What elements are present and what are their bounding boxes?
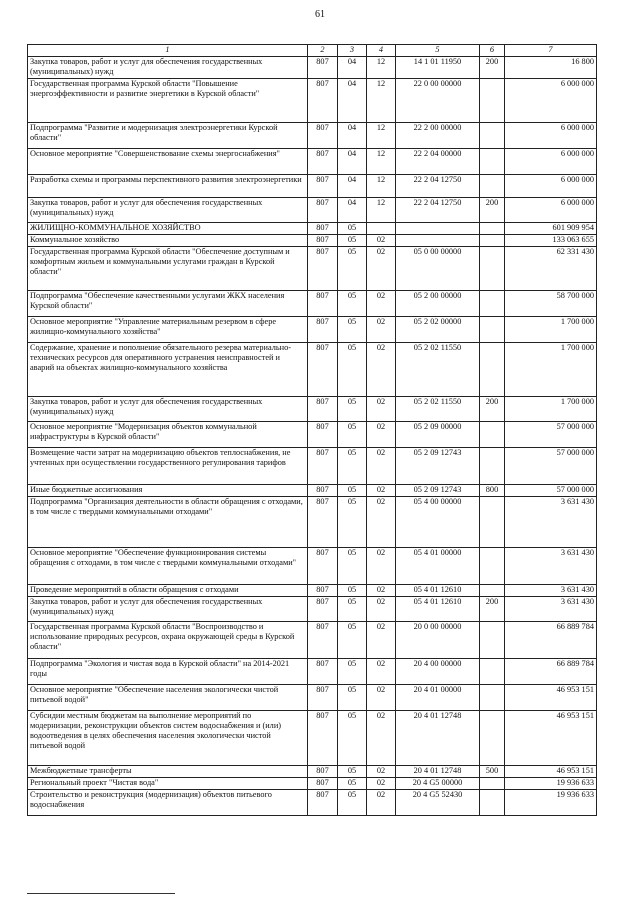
item-name: Государственная программа Курской области "Обеспечение доступным и комфортным жильем и коммунальными услугами граждан в Курской области" <box>28 247 308 291</box>
section-code: 05 <box>338 685 367 711</box>
table-row <box>28 198 597 223</box>
expense-type-code <box>480 247 505 291</box>
expense-type-code: 800 <box>480 485 505 497</box>
amount: 1 700 000 <box>505 343 597 397</box>
section-code: 05 <box>338 778 367 790</box>
table-row <box>28 235 597 247</box>
gr-code: 807 <box>308 223 338 235</box>
item-name: Коммунальное хозяйство <box>28 235 308 247</box>
amount: 3 631 430 <box>505 597 597 622</box>
gr-code: 807 <box>308 57 338 79</box>
expense-type-code <box>480 123 505 149</box>
column-header: 3 <box>338 45 367 57</box>
item-name: Закупка товаров, работ и услуг для обеспечения государственных (муниципальных) нужд <box>28 597 308 622</box>
gr-code: 807 <box>308 422 338 448</box>
item-name: Государственная программа Курской области "Воспроизводство и использование природных ресурсов, охрана окружающей среды в Курской области" <box>28 622 308 659</box>
target-article-code: 14 1 01 11950 <box>396 57 480 79</box>
subsection-code: 02 <box>367 497 396 548</box>
section-code: 05 <box>338 485 367 497</box>
subsection-code: 12 <box>367 149 396 175</box>
amount: 6 000 000 <box>505 79 597 123</box>
item-name: Государственная программа Курской области "Повышение энергоэффективности и развитие энергетики в Курской области" <box>28 79 308 123</box>
target-article-code: 05 2 02 11550 <box>396 343 480 397</box>
expense-type-code <box>480 778 505 790</box>
expense-type-code: 500 <box>480 766 505 778</box>
item-name: Региональный проект "Чистая вода" <box>28 778 308 790</box>
subsection-code: 02 <box>367 659 396 685</box>
target-article-code: 20 4 G5 52430 <box>396 790 480 816</box>
amount: 46 953 151 <box>505 766 597 778</box>
gr-code: 807 <box>308 397 338 422</box>
section-code: 05 <box>338 790 367 816</box>
table-row <box>28 448 597 485</box>
target-article-code: 05 4 00 00000 <box>396 497 480 548</box>
expense-type-code <box>480 685 505 711</box>
gr-code: 807 <box>308 548 338 585</box>
table-row <box>28 778 597 790</box>
table-row <box>28 57 597 79</box>
item-name: Проведение мероприятий в области обращения с отходами <box>28 585 308 597</box>
expense-type-code <box>480 149 505 175</box>
subsection-code: 02 <box>367 597 396 622</box>
section-code: 04 <box>338 149 367 175</box>
subsection-code: 02 <box>367 766 396 778</box>
target-article-code: 20 4 G5 00000 <box>396 778 480 790</box>
column-header: 4 <box>367 45 396 57</box>
target-article-code: 20 4 01 12748 <box>396 711 480 766</box>
table-row <box>28 291 597 317</box>
table-row <box>28 317 597 343</box>
section-code: 04 <box>338 57 367 79</box>
item-name: Основное мероприятие "Обеспечение населения экологически чистой питьевой водой" <box>28 685 308 711</box>
amount: 66 889 784 <box>505 622 597 659</box>
expense-type-code <box>480 79 505 123</box>
amount: 19 936 633 <box>505 778 597 790</box>
item-name: Разработка схемы и программы перспективного развития электроэнергетики <box>28 175 308 198</box>
item-name: Основное мероприятие "Управление материальным резервом в сфере жилищно-коммунального хозяйства" <box>28 317 308 343</box>
section-code: 05 <box>338 317 367 343</box>
section-code: 05 <box>338 597 367 622</box>
gr-code: 807 <box>308 659 338 685</box>
section-code: 05 <box>338 497 367 548</box>
table-row <box>28 485 597 497</box>
table-row <box>28 585 597 597</box>
column-header: 7 <box>505 45 597 57</box>
subsection-code: 02 <box>367 548 396 585</box>
subsection-code: 02 <box>367 711 396 766</box>
subsection-code: 02 <box>367 343 396 397</box>
table-row <box>28 343 597 397</box>
item-name: Субсидии местным бюджетам на выполнение мероприятий по модернизации, реконструкции объектов систем водоснабжения и (или) водоотведения в целях обеспечения населения экологически чистой питьевой водой <box>28 711 308 766</box>
target-article-code <box>396 235 480 247</box>
table-row <box>28 175 597 198</box>
page-number: 61 <box>315 9 325 20</box>
subsection-code: 02 <box>367 790 396 816</box>
amount: 57 000 000 <box>505 485 597 497</box>
target-article-code: 05 2 09 12743 <box>396 485 480 497</box>
section-code: 05 <box>338 291 367 317</box>
item-name: Подпрограмма "Обеспечение качественными услугами ЖКХ населения Курской области" <box>28 291 308 317</box>
expense-type-code <box>480 711 505 766</box>
subsection-code: 02 <box>367 317 396 343</box>
amount: 133 063 655 <box>505 235 597 247</box>
amount: 6 000 000 <box>505 198 597 223</box>
item-name: Подпрограмма "Экология и чистая вода в Курской области" на 2014-2021 годы <box>28 659 308 685</box>
subsection-code: 02 <box>367 235 396 247</box>
table-row <box>28 397 597 422</box>
section-code: 05 <box>338 548 367 585</box>
table-row <box>28 123 597 149</box>
gr-code: 807 <box>308 123 338 149</box>
table-row <box>28 790 597 816</box>
expense-type-code <box>480 659 505 685</box>
subsection-code: 02 <box>367 622 396 659</box>
table-row <box>28 149 597 175</box>
item-name: Возмещение части затрат на модернизацию объектов теплоснабжения, не учтенных при осуществлении государственного регулирования тарифов <box>28 448 308 485</box>
item-name: Закупка товаров, работ и услуг для обеспечения государственных (муниципальных) нужд <box>28 397 308 422</box>
section-code: 05 <box>338 585 367 597</box>
gr-code: 807 <box>308 247 338 291</box>
expense-type-code <box>480 790 505 816</box>
expense-type-code <box>480 223 505 235</box>
section-code: 05 <box>338 223 367 235</box>
expense-type-code: 200 <box>480 397 505 422</box>
expense-type-code: 200 <box>480 198 505 223</box>
amount: 58 700 000 <box>505 291 597 317</box>
expense-type-code <box>480 422 505 448</box>
expense-type-code <box>480 497 505 548</box>
amount: 46 953 151 <box>505 711 597 766</box>
amount: 1 700 000 <box>505 317 597 343</box>
footnote-divider <box>27 893 175 894</box>
item-name: Содержание, хранение и пополнение обязательного резерва материально-технических ресурсов для оперативного устранения неисправностей и аварий на объектах жилищно-коммунального хозяйства <box>28 343 308 397</box>
table-row <box>28 79 597 123</box>
section-code: 05 <box>338 659 367 685</box>
section-code: 05 <box>338 711 367 766</box>
expense-type-code <box>480 175 505 198</box>
amount: 57 000 000 <box>505 422 597 448</box>
table-row <box>28 247 597 291</box>
gr-code: 807 <box>308 778 338 790</box>
item-name: Закупка товаров, работ и услуг для обеспечения государственных (муниципальных) нужд <box>28 198 308 223</box>
subsection-code: 02 <box>367 778 396 790</box>
amount: 19 936 633 <box>505 790 597 816</box>
header-row <box>28 45 597 57</box>
expense-type-code <box>480 622 505 659</box>
subsection-code: 12 <box>367 198 396 223</box>
expense-type-code: 200 <box>480 57 505 79</box>
gr-code: 807 <box>308 198 338 223</box>
gr-code: 807 <box>308 343 338 397</box>
gr-code: 807 <box>308 149 338 175</box>
item-name: Основное мероприятие "Обеспечение функционирования системы обращения с отходами, в том числе с твердыми коммунальными отходами" <box>28 548 308 585</box>
gr-code: 807 <box>308 485 338 497</box>
section-code: 05 <box>338 622 367 659</box>
subsection-code: 12 <box>367 57 396 79</box>
table-row <box>28 497 597 548</box>
item-name: Иные бюджетные ассигнования <box>28 485 308 497</box>
amount: 3 631 430 <box>505 497 597 548</box>
column-header: 6 <box>480 45 505 57</box>
section-code: 05 <box>338 766 367 778</box>
target-article-code: 05 2 00 00000 <box>396 291 480 317</box>
gr-code: 807 <box>308 448 338 485</box>
target-article-code: 22 2 04 12750 <box>396 175 480 198</box>
target-article-code: 20 4 00 00000 <box>396 659 480 685</box>
section-code: 05 <box>338 448 367 485</box>
subsection-code: 02 <box>367 422 396 448</box>
target-article-code: 22 2 00 00000 <box>396 123 480 149</box>
section-code: 05 <box>338 397 367 422</box>
gr-code: 807 <box>308 497 338 548</box>
expense-type-code <box>480 235 505 247</box>
target-article-code: 20 0 00 00000 <box>396 622 480 659</box>
target-article-code: 05 4 01 00000 <box>396 548 480 585</box>
gr-code: 807 <box>308 585 338 597</box>
amount: 1 700 000 <box>505 397 597 422</box>
subsection-code: 02 <box>367 247 396 291</box>
amount: 3 631 430 <box>505 548 597 585</box>
gr-code: 807 <box>308 291 338 317</box>
target-article-code: 22 2 04 00000 <box>396 149 480 175</box>
subsection-code: 02 <box>367 485 396 497</box>
budget-table <box>27 44 597 816</box>
subsection-code: 02 <box>367 685 396 711</box>
target-article-code: 05 2 09 00000 <box>396 422 480 448</box>
expense-type-code <box>480 343 505 397</box>
subsection-code: 02 <box>367 397 396 422</box>
amount: 3 631 430 <box>505 585 597 597</box>
table-row <box>28 659 597 685</box>
gr-code: 807 <box>308 597 338 622</box>
item-name: Основное мероприятие "Модернизация объектов коммунальной инфраструктуры в Курской области" <box>28 422 308 448</box>
gr-code: 807 <box>308 317 338 343</box>
table-row <box>28 622 597 659</box>
amount: 57 000 000 <box>505 448 597 485</box>
gr-code: 807 <box>308 235 338 247</box>
expense-type-code <box>480 291 505 317</box>
section-code: 04 <box>338 198 367 223</box>
expense-type-code <box>480 317 505 343</box>
section-code: 04 <box>338 123 367 149</box>
table-row <box>28 548 597 585</box>
table-row <box>28 685 597 711</box>
amount: 601 909 954 <box>505 223 597 235</box>
column-header: 1 <box>28 45 308 57</box>
amount: 16 800 <box>505 57 597 79</box>
section-code: 04 <box>338 175 367 198</box>
gr-code: 807 <box>308 175 338 198</box>
subsection-code: 12 <box>367 175 396 198</box>
subsection-code: 12 <box>367 123 396 149</box>
item-name: Закупка товаров, работ и услуг для обеспечения государственных (муниципальных) нужд <box>28 57 308 79</box>
subsection-code: 12 <box>367 79 396 123</box>
gr-code: 807 <box>308 79 338 123</box>
expense-type-code <box>480 585 505 597</box>
column-header: 5 <box>396 45 480 57</box>
target-article-code: 20 4 01 00000 <box>396 685 480 711</box>
target-article-code: 05 2 02 00000 <box>396 317 480 343</box>
target-article-code <box>396 223 480 235</box>
item-name: Подпрограмма "Развитие и модернизация электроэнергетики Курской области" <box>28 123 308 149</box>
target-article-code: 05 4 01 12610 <box>396 585 480 597</box>
table-row <box>28 422 597 448</box>
subsection-code: 02 <box>367 448 396 485</box>
target-article-code: 05 4 01 12610 <box>396 597 480 622</box>
item-name: Основное мероприятие "Совершенствование схемы энергоснабжения" <box>28 149 308 175</box>
subsection-code <box>367 223 396 235</box>
section-code: 04 <box>338 79 367 123</box>
item-name: Межбюджетные трансферты <box>28 766 308 778</box>
gr-code: 807 <box>308 766 338 778</box>
item-name: ЖИЛИЩНО-КОММУНАЛЬНОЕ ХОЗЯЙСТВО <box>28 223 308 235</box>
target-article-code: 05 2 09 12743 <box>396 448 480 485</box>
gr-code: 807 <box>308 622 338 659</box>
subsection-code: 02 <box>367 585 396 597</box>
amount: 62 331 430 <box>505 247 597 291</box>
target-article-code: 20 4 01 12748 <box>396 766 480 778</box>
expense-type-code <box>480 548 505 585</box>
amount: 6 000 000 <box>505 123 597 149</box>
subsection-code: 02 <box>367 291 396 317</box>
table-row <box>28 597 597 622</box>
amount: 46 953 151 <box>505 685 597 711</box>
table-row <box>28 223 597 235</box>
table-row <box>28 711 597 766</box>
section-code: 05 <box>338 247 367 291</box>
target-article-code: 05 0 00 00000 <box>396 247 480 291</box>
gr-code: 807 <box>308 685 338 711</box>
item-name: Подпрограмма "Организация деятельности в области обращения с отходами, в том числе с твердыми коммунальными отходами" <box>28 497 308 548</box>
item-name: Строительство и реконструкция (модернизация) объектов питьевого водоснабжения <box>28 790 308 816</box>
amount: 66 889 784 <box>505 659 597 685</box>
table-row <box>28 766 597 778</box>
section-code: 05 <box>338 422 367 448</box>
expense-type-code: 200 <box>480 597 505 622</box>
target-article-code: 22 0 00 00000 <box>396 79 480 123</box>
section-code: 05 <box>338 343 367 397</box>
amount: 6 000 000 <box>505 149 597 175</box>
amount: 6 000 000 <box>505 175 597 198</box>
target-article-code: 22 2 04 12750 <box>396 198 480 223</box>
section-code: 05 <box>338 235 367 247</box>
column-header: 2 <box>308 45 338 57</box>
target-article-code: 05 2 02 11550 <box>396 397 480 422</box>
gr-code: 807 <box>308 790 338 816</box>
gr-code: 807 <box>308 711 338 766</box>
expense-type-code <box>480 448 505 485</box>
